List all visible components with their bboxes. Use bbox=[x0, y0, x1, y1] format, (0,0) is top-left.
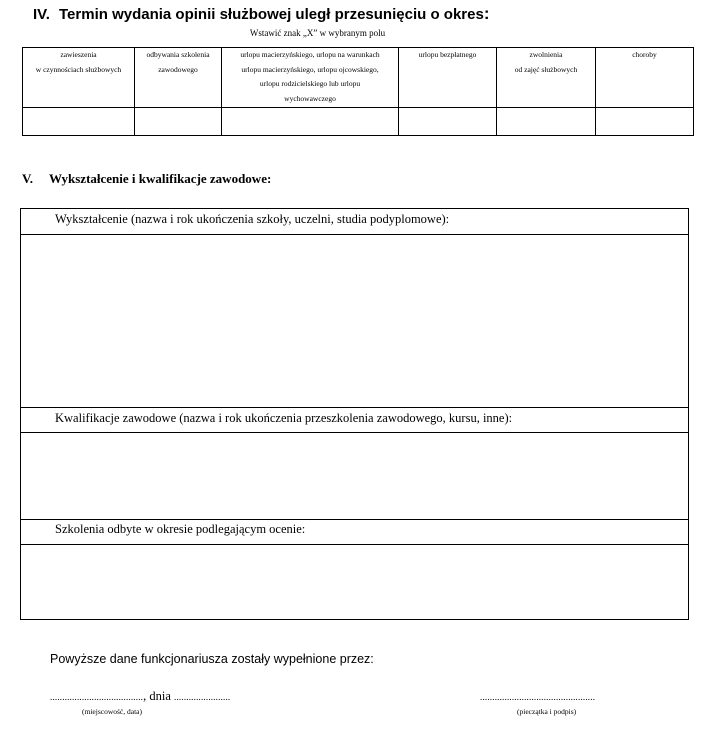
place-dots: ...................................... bbox=[50, 692, 144, 702]
place-date-caption: (miejscowość, data) bbox=[82, 707, 142, 716]
place-date-field[interactable] bbox=[50, 689, 230, 704]
signature-caption: (pieczątka i podpis) bbox=[517, 707, 577, 716]
answer-cell-parental-leave[interactable] bbox=[222, 108, 399, 136]
column-header-line: w czynnościach służbowych bbox=[35, 64, 122, 74]
trainings-input-area[interactable] bbox=[20, 544, 689, 620]
section-4-colon: : bbox=[483, 4, 490, 23]
column-header-line: odbywania szkolenia bbox=[146, 50, 210, 59]
answer-cell-sickness[interactable] bbox=[596, 108, 694, 136]
answer-cell-training[interactable] bbox=[135, 108, 222, 136]
column-header-line: zwolnienia bbox=[529, 50, 563, 59]
column-header-line: od zajęć służbowych bbox=[514, 64, 578, 74]
delay-reason-answer-row bbox=[23, 108, 694, 136]
column-header-line: wychowawczego bbox=[284, 93, 336, 103]
column-header-training bbox=[135, 48, 222, 108]
column-header-parental-leave bbox=[222, 48, 399, 108]
signature-field[interactable]: ............................................... bbox=[480, 692, 596, 702]
column-header-sickness bbox=[596, 48, 694, 108]
section-5-title: Wykształcenie i kwalifikacje zawodowe: bbox=[49, 171, 272, 186]
column-header-unpaid-leave bbox=[399, 48, 497, 108]
section-5-heading bbox=[22, 171, 271, 187]
column-header-line: urlopu rodzicielskiego lub urlopu bbox=[259, 79, 361, 88]
section-4-title: Termin wydania opinii służbowej uległ przesunięciu o okres bbox=[59, 6, 484, 23]
column-header-line: zawieszenia bbox=[60, 50, 97, 59]
column-header-line: zawodowego bbox=[158, 64, 198, 74]
answer-cell-release[interactable] bbox=[497, 108, 596, 136]
delay-reason-header-row bbox=[23, 48, 694, 108]
qualifications-label: Kwalifikacje zawodowe (nazwa i rok ukończenia przeszkolenia zawodowego, kursu, inne): bbox=[55, 411, 513, 425]
section-5-number: V. bbox=[22, 171, 33, 186]
column-header-line: choroby bbox=[632, 50, 657, 59]
column-header-line: urlopu macierzyńskiego, urlopu na warunkach bbox=[240, 50, 380, 59]
column-header-line: urlopu macierzyńskiego, urlopu ojcowskiego, bbox=[241, 64, 379, 74]
answer-cell-suspension[interactable] bbox=[23, 108, 135, 136]
education-input-area[interactable] bbox=[20, 234, 689, 408]
dnia-label: , dnia bbox=[143, 689, 171, 703]
education-label: Wykształcenie (nazwa i rok ukończenia szkoły, uczelni, studia podyplomowe): bbox=[55, 212, 450, 226]
section-4-instruction: Wstawić znak „X” w wybranym polu bbox=[249, 28, 386, 38]
date-dots: ....................... bbox=[174, 692, 231, 702]
answer-cell-unpaid-leave[interactable] bbox=[399, 108, 497, 136]
section-4-number: IV. bbox=[33, 6, 50, 23]
column-header-release bbox=[497, 48, 596, 108]
column-header-line: urlopu bezpłatnego bbox=[418, 50, 477, 59]
column-header-suspension bbox=[23, 48, 135, 108]
delay-reason-table bbox=[22, 47, 694, 136]
filled-by-text: Powyższe dane funkcjonariusza zostały wypełnione przez: bbox=[50, 652, 374, 666]
trainings-label: Szkolenia odbyte w okresie podlegającym ocenie: bbox=[55, 522, 306, 536]
section-4-heading bbox=[33, 4, 489, 24]
qualifications-input-area[interactable] bbox=[20, 432, 689, 520]
